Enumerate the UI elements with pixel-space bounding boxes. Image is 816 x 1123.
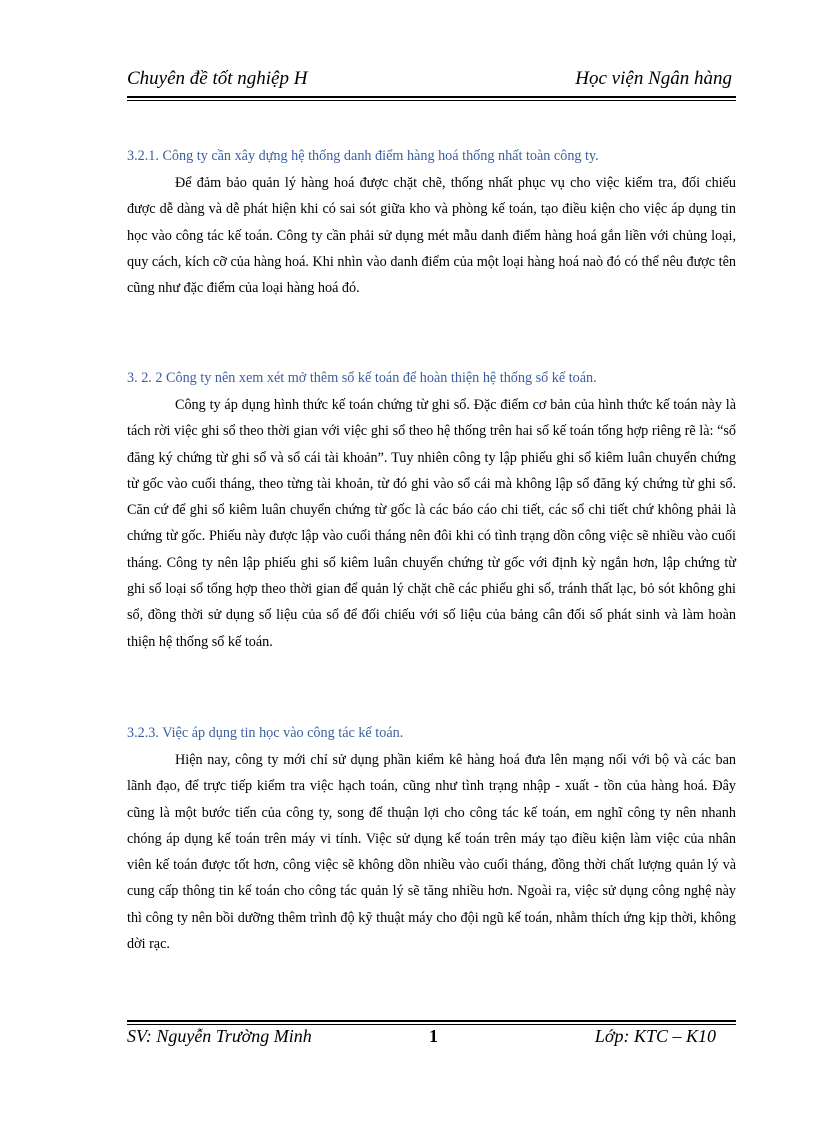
section-3-2-1: [127, 145, 736, 301]
footer-rule: [127, 1020, 736, 1022]
section-3-2-2: [127, 367, 736, 655]
section-heading: 3.2.1. Công ty cần xây dựng hệ thống danh điểm hàng hoá thống nhất toàn công ty.: [127, 148, 599, 164]
section-heading: 3.2.3. Việc áp dụng tin học vào công tác kế toán.: [127, 725, 404, 741]
header-left-text: Chuyên đề tốt nghiệp H: [127, 68, 308, 89]
footer-class: Lớp: KTC – K10: [594, 1026, 716, 1046]
header-rule-thin: [127, 100, 736, 101]
page-footer: [127, 1026, 736, 1052]
page-number: 1: [429, 1026, 438, 1046]
header-right-text: Học viện Ngân hàng: [575, 68, 732, 89]
section-3-2-3: [127, 722, 736, 957]
header-rule: [127, 96, 736, 98]
section-paragraph: Hiện nay, công ty mới chỉ sử dụng phần kiểm kê hàng hoá đưa lên mạng nối với bộ và các ban lãnh đạo, để trực tiếp kiểm tra việc hạch toán, cũng như tình trạng nhập - xuất - tồn của hàng hoá. Đây cũng là một bước tiến của công ty, song để thuận lợi cho công tác kế toán, em nghĩ công ty nên nhanh chóng áp dụng kế toán trên máy vi tính. Việc sử dụng kế toán trên máy tạo điều kiện làm việc của nhân viên kế toán được tốt hơn, công việc sẽ không dồn nhiều vào cuối tháng, đồng thời chất lượng quản lý và cung cấp thông tin kế toán cho công tác quản lý sẽ tăng nhiều hơn. Ngoài ra, việc sử dụng công nghệ này thì công ty nên bồi dưỡng thêm trình độ kỹ thuật máy cho đội ngũ kế toán, nhằm thích ứng kịp thời, không dời rạc.: [127, 752, 736, 953]
section-paragraph: Công ty áp dụng hình thức kế toán chứng từ ghi sổ. Đặc điểm cơ bản của hình thức kế toán này là tách rời việc ghi sổ theo thời gian với việc ghi sổ theo hệ thống trên hai sổ kế toán tổng hợp riêng rẽ là: “sổ đăng ký chứng từ ghi sổ và sổ cái tài khoản”. Tuy nhiên công ty lập phiếu ghi sổ kiêm luân chuyển chứng từ gốc vào cuối tháng, theo từng tài khoản, từ đó ghi vào sổ cái mà không lập sổ đăng ký chứng từ ghi sổ. Căn cứ để ghi sổ kiêm luân chuyển chứng từ gốc là các báo cáo chi tiết, các sổ chi tiết chứ không phải là chứng từ gốc. Phiếu này được lập vào cuối tháng nên đôi khi có tình trạng dồn công việc sẽ nhiều vào cuối tháng. Công ty nên lập phiếu ghi sổ kiêm luân chuyển chứng từ gốc với định kỳ ngắn hơn, lập chứng từ ghi sổ loại sổ tổng hợp theo thời gian để quản lý chặt chẽ các phiếu ghi sổ, tránh thất lạc, bỏ sót không ghi sổ, đồng thời sử dụng số liệu của sổ để đối chiếu với số liệu của bảng cân đối số phát sinh và làm hoàn thiện hệ thống sổ kế toán.: [127, 397, 736, 650]
section-paragraph: Để đảm bảo quản lý hàng hoá được chặt chẽ, thống nhất phục vụ cho việc kiểm tra, đối chiếu được dễ dàng và dễ phát hiện khi có sai sót giữa kho và phòng kế toán, tạo điều kiện cho việc áp dụng tin học vào công tác kế toán. Công ty cần phải sử dụng mét mẫu danh điểm hàng hoá gắn liền với chủng loại, quy cách, kích cỡ của hàng hoá. Khi nhìn vào danh điểm của một loại hàng hoá naò đó có thể nêu được tên cũng như đặc điểm của loại hàng hoá đó.: [127, 175, 736, 297]
footer-rule-thin: [127, 1024, 736, 1025]
section-heading: 3. 2. 2 Công ty nên xem xét mở thêm sổ kế toán để hoàn thiện hệ thống sổ kế toán.: [127, 370, 597, 386]
page-header: [127, 64, 736, 94]
footer-student-name: SV: Nguyễn Trường Minh: [127, 1026, 312, 1046]
